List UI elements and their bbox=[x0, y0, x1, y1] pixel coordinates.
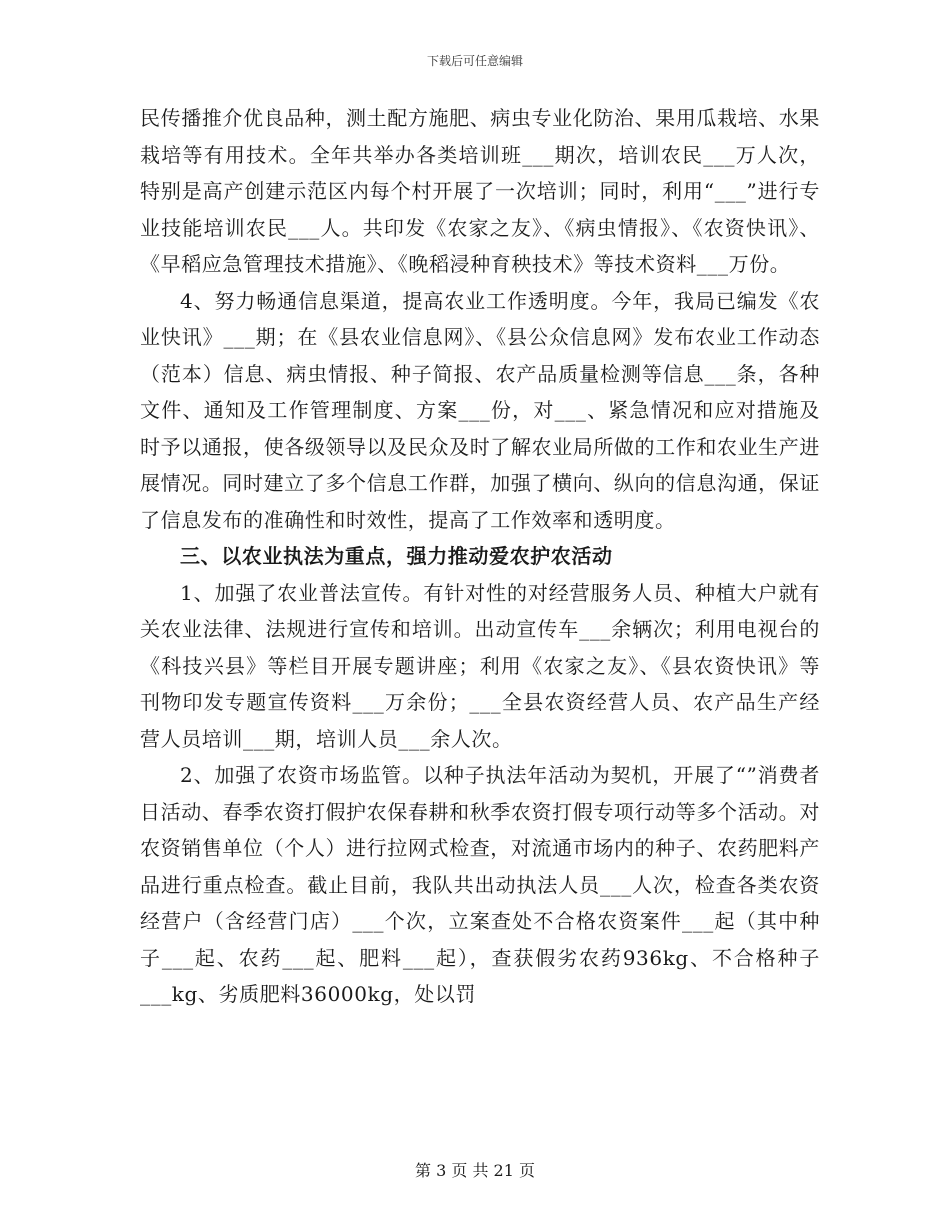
page-header-note: 下载后可任意编辑 bbox=[426, 54, 523, 68]
page-number-footer: 第 3 页 共 21 页 bbox=[415, 1161, 535, 1180]
document-body bbox=[140, 100, 820, 1013]
paragraph-information-channels: 4、努力畅通信息渠道，提高农业工作透明度。今年，我局已编发《农业快讯》___期；在《县农业信息网》、《县公众信息网》发布农业工作动态（范本）信息、病虫情报、种子简报、农产品质量检测等信息___条，各种文件、通知及工作管理制度、方案___份，对___、紧急情况和应对措施及时予以通报，使各级领导以及民众及时了解农业局所做的工作和农业生产进展情况。同时建立了多个信息工作群，加强了横向、纵向的信息沟通，保证了信息发布的准确性和时效性，提高了工作效率和透明度。 bbox=[140, 288, 820, 532]
paragraph-market-supervision: 2、加强了农资市场监管。以种子执法年活动为契机，开展了“”消费者日活动、春季农资打假护农保春耕和秋季农资打假专项行动等多个活动。对农资销售单位（个人）进行拉网式检查，对流通市场内的种子、农药肥料产品进行重点检查。截止目前，我队共出动执法人员___人次，检查各类农资经营户（含经营门店）___个次，立案查处不合格农资案件___起（其中种子___起、农药___起、肥料___起），查获假劣农药936kg、不合格种子___kg、劣质肥料36000kg，处以罚 bbox=[140, 763, 820, 1006]
paragraph-training-continued: 民传播推介优良品种，测土配方施肥、病虫专业化防治、果用瓜栽培、水果栽培等有用技术。全年共举办各类培训班___期次，培训农民___万人次，特别是高产创建示范区内每个村开展了一次培训；同时，利用“___”进行专业技能培训农民___人。共印发《农家之友》、《病虫情报》、《农资快讯》、《早稻应急管理技术措施》、《晚稻浸种育秧技术》等技术资料___万份。 bbox=[140, 106, 820, 276]
paragraph-legal-publicity: 1、加强了农业普法宣传。有针对性的对经营服务人员、种植大户就有关农业法律、法规进行宣传和培训。出动宣传车___余辆次；利用电视台的《科技兴县》等栏目开展专题讲座；利用《农家之友》、《县农资快讯》等刊物印发专题宣传资料___万余份；___全县农资经营人员、农产品生产经营人员培训___期，培训人员___余人次。 bbox=[140, 580, 820, 751]
section-heading-law-enforcement: 三、以农业执法为重点，强力推动爱农护农活动 bbox=[180, 544, 613, 568]
